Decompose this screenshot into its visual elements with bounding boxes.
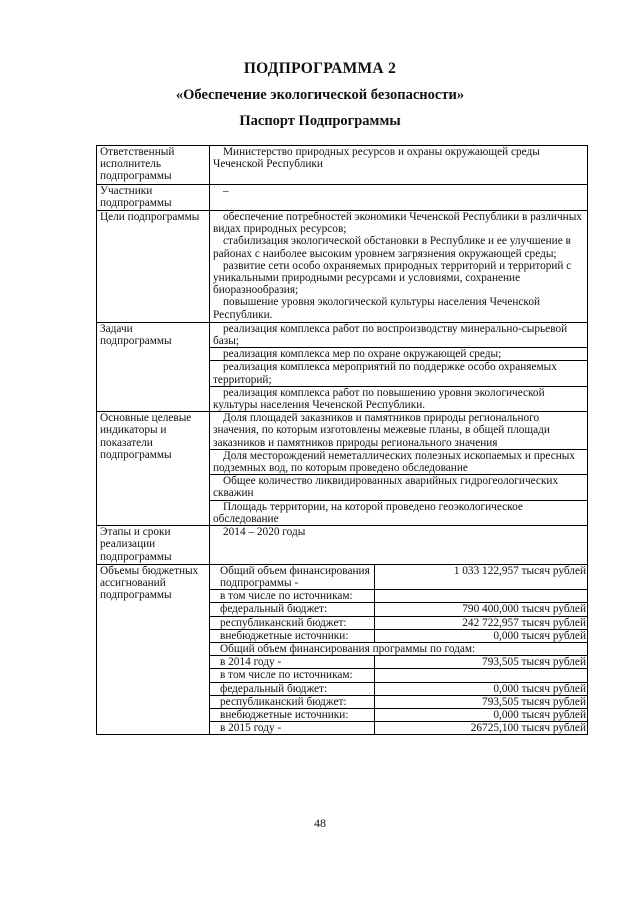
funding-row: Общий объем финансирования подпрограммы - 1 033 122,957 тысяч рублей bbox=[210, 565, 587, 590]
indicator-item: Площадь территории, на которой проведено геоэкологическое обследование bbox=[213, 500, 523, 525]
funding-row: внебюджетные источники: 0,000 тысяч рублей bbox=[210, 629, 587, 642]
indicator-item: Доля площадей заказников и памятников природы регионального значения, по которым изготовлены межевые планы, в общей площади заказников и памятников природы регионального значения bbox=[210, 412, 587, 450]
label-executor: Ответственный исполнитель подпрограммы bbox=[97, 146, 210, 185]
funding-row: в 2015 году - 26725,100 тысяч рублей bbox=[210, 722, 587, 735]
passport-table bbox=[96, 145, 588, 735]
value-participants: – bbox=[210, 184, 588, 210]
label-funding: Объемы бюджетных ассигнований подпрограммы bbox=[97, 564, 210, 735]
goal-item: развитие сети особо охраняемых природных территорий и территорий с уникальными природными ресурсами и условиями, сохранение биоразнообразия; bbox=[213, 259, 572, 297]
funding-row: внебюджетные источники: 0,000 тысяч рублей bbox=[210, 708, 587, 721]
label-participants: Участники подпрограммы bbox=[97, 184, 210, 210]
row-goals bbox=[97, 211, 588, 323]
funding-row: в том числе по источникам: bbox=[210, 590, 587, 603]
goal-item: обеспечение потребностей экономики Чеченской Республики в различных видах природных ресурсов; bbox=[213, 211, 582, 236]
row-funding bbox=[97, 564, 588, 735]
row-indicators bbox=[97, 412, 588, 526]
funding-row: республиканский бюджет: 242 722,957 тысяч рублей bbox=[210, 616, 587, 629]
subprogram-title: ПОДПРОГРАММА 2 bbox=[243, 60, 397, 77]
funding-row: в том числе по источникам: bbox=[210, 669, 587, 682]
row-stages bbox=[97, 526, 588, 565]
value-funding bbox=[210, 564, 588, 735]
indicator-item: Общее количество ликвидированных аварийных гидрогеологических скважин bbox=[210, 475, 587, 500]
task-item: реализация комплекса работ по повышению уровня экологической культуры населения Чеченской Республики. bbox=[213, 386, 545, 412]
row-tasks bbox=[97, 322, 588, 411]
row-participants bbox=[97, 184, 588, 210]
funding-row: республиканский бюджет: 793,505 тысяч рублей bbox=[210, 695, 587, 708]
funding-row: в 2014 году - 793,505 тысяч рублей bbox=[210, 656, 587, 669]
row-executor bbox=[97, 146, 588, 185]
page-number: 48 bbox=[314, 816, 326, 830]
label-indicators: Основные целевые индикаторы и показатели подпрограммы bbox=[97, 412, 210, 526]
funding-table bbox=[210, 565, 587, 735]
goal-item: стабилизация экологической обстановки в Республике и ее улучшение в районах с наиболее высоким уровнем загрязнения окружающей среды; bbox=[213, 235, 571, 260]
subprogram-subtitle: «Обеспечение экологической безопасности» bbox=[175, 87, 465, 103]
funding-row: Общий объем финансирования программы по годам: bbox=[210, 642, 587, 655]
indicator-item: Доля месторождений неметаллических полезных ископаемых и пресных подземных вод, по которым проведено обследование bbox=[210, 450, 587, 475]
funding-row: федеральный бюджет: 0,000 тысяч рублей bbox=[210, 682, 587, 695]
label-tasks: Задачи подпрограммы bbox=[97, 322, 210, 411]
passport-title: Паспорт Подпрограммы bbox=[239, 113, 401, 129]
task-item: реализация комплекса мероприятий по поддержке особо охраняемых территорий; bbox=[210, 361, 587, 386]
goal-item: повышение уровня экологической культуры населения Чеченской Республики. bbox=[213, 296, 541, 321]
value-tasks bbox=[210, 322, 588, 411]
task-item: реализация комплекса работ по воспроизводству минерально-сырьевой базы; bbox=[210, 323, 587, 348]
label-stages: Этапы и сроки реализации подпрограммы bbox=[97, 526, 210, 565]
task-item: реализация комплекса мер по охране окружающей среды; bbox=[210, 348, 587, 361]
value-stages: 2014 – 2020 годы bbox=[210, 526, 588, 565]
label-goals: Цели подпрограммы bbox=[97, 211, 210, 323]
funding-row: федеральный бюджет: 790 400,000 тысяч рублей bbox=[210, 603, 587, 616]
value-executor: Министерство природных ресурсов и охраны окружающей среды Чеченской Республики bbox=[210, 146, 588, 185]
value-goals bbox=[210, 211, 588, 323]
value-indicators bbox=[210, 412, 588, 526]
